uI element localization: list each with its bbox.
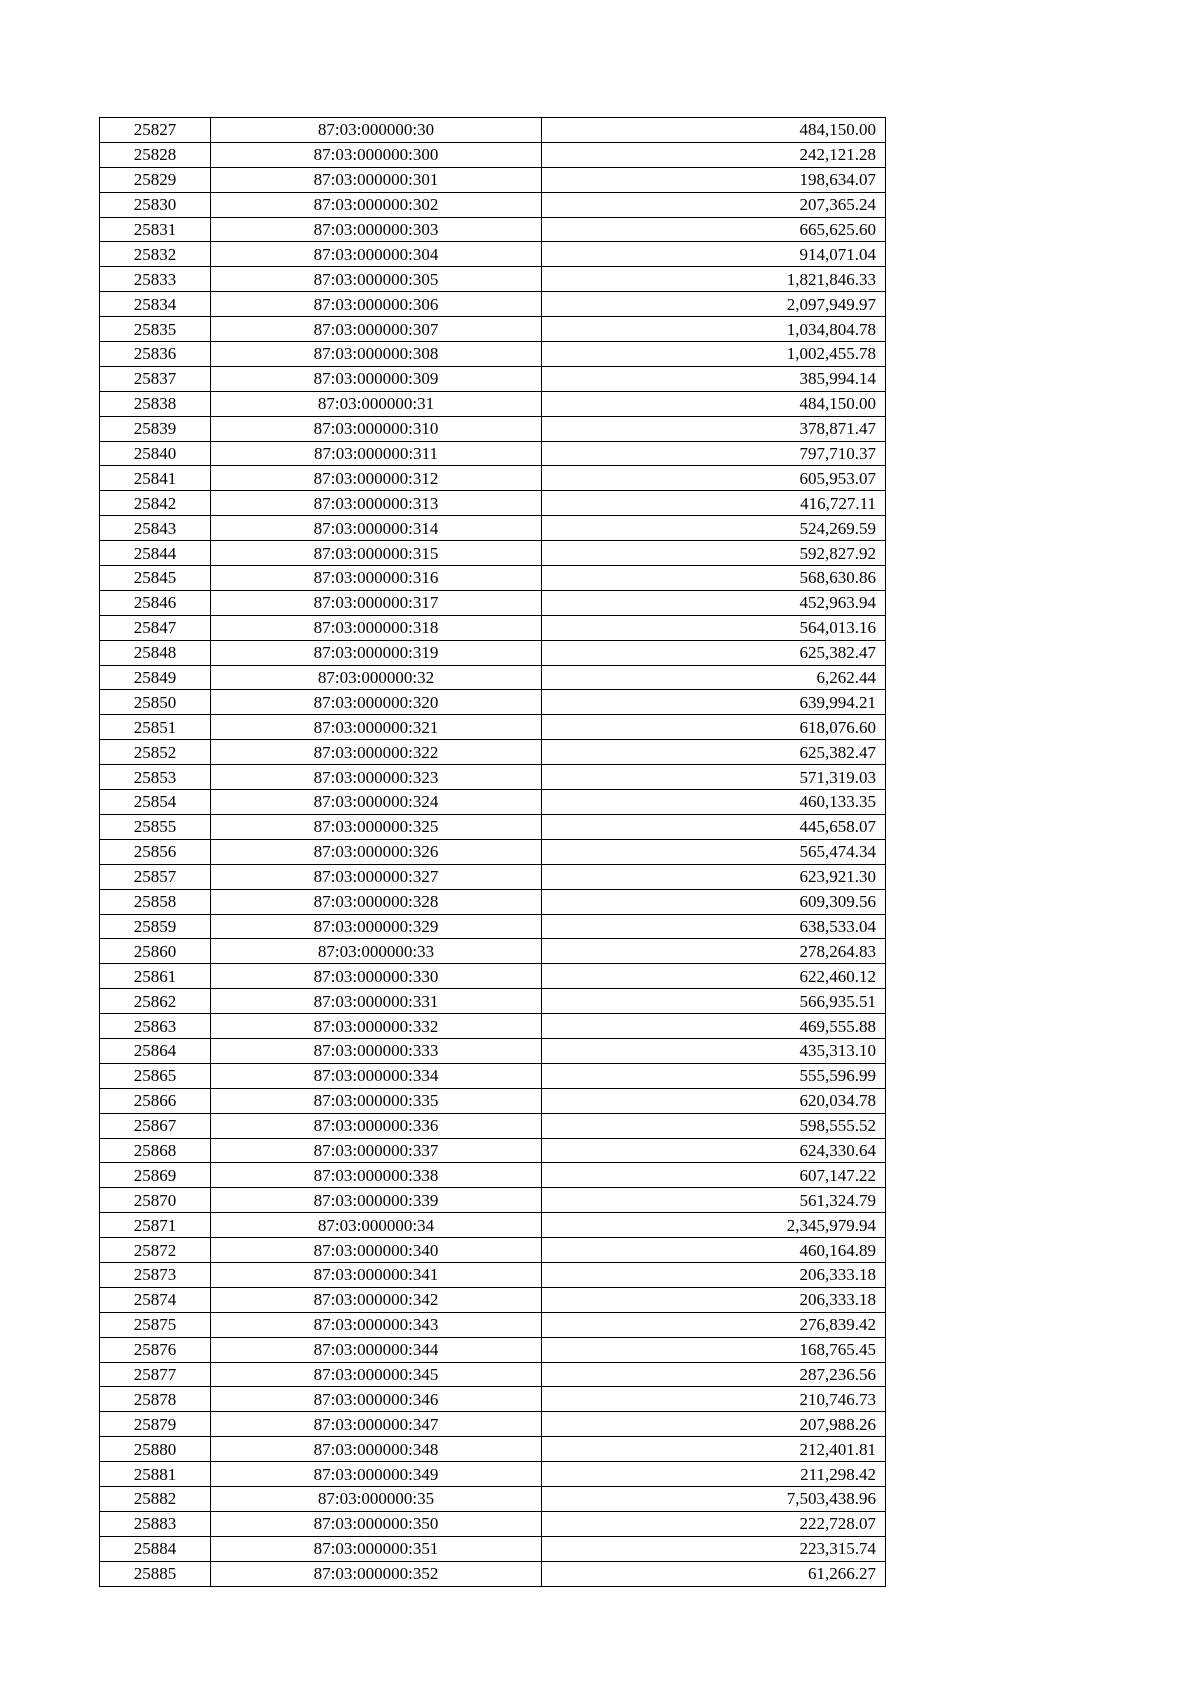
table-row	[100, 1462, 886, 1487]
cadastral-number-cell: 87:03:000000:31	[211, 391, 542, 416]
row-number-cell: 25882	[100, 1486, 211, 1511]
cadastral-number-cell: 87:03:000000:329	[211, 914, 542, 939]
value-cell: 524,269.59	[542, 516, 886, 541]
cadastral-number-cell: 87:03:000000:344	[211, 1337, 542, 1362]
row-number-cell: 25845	[100, 566, 211, 591]
cadastral-number-cell: 87:03:000000:333	[211, 1038, 542, 1063]
value-cell: 223,315.74	[542, 1536, 886, 1561]
row-number-cell: 25867	[100, 1113, 211, 1138]
value-cell: 207,365.24	[542, 192, 886, 217]
cadastral-number-cell: 87:03:000000:347	[211, 1412, 542, 1437]
value-cell: 452,963.94	[542, 590, 886, 615]
value-cell: 592,827.92	[542, 541, 886, 566]
cadastral-number-cell: 87:03:000000:324	[211, 790, 542, 815]
cadastral-number-cell: 87:03:000000:33	[211, 939, 542, 964]
data-table	[99, 117, 886, 1587]
table-row	[100, 1536, 886, 1561]
row-number-cell: 25848	[100, 640, 211, 665]
value-cell: 638,533.04	[542, 914, 886, 939]
row-number-cell: 25827	[100, 118, 211, 143]
value-cell: 665,625.60	[542, 217, 886, 242]
cadastral-number-cell: 87:03:000000:307	[211, 317, 542, 342]
value-cell: 618,076.60	[542, 715, 886, 740]
value-cell: 555,596.99	[542, 1063, 886, 1088]
value-cell: 622,460.12	[542, 964, 886, 989]
table-row	[100, 1188, 886, 1213]
table-row	[100, 1561, 886, 1586]
table-body	[100, 118, 886, 1587]
value-cell: 222,728.07	[542, 1511, 886, 1536]
table-row	[100, 142, 886, 167]
cadastral-number-cell: 87:03:000000:313	[211, 491, 542, 516]
value-cell: 212,401.81	[542, 1437, 886, 1462]
table-row	[100, 441, 886, 466]
cadastral-number-cell: 87:03:000000:330	[211, 964, 542, 989]
row-number-cell: 25868	[100, 1138, 211, 1163]
value-cell: 435,313.10	[542, 1038, 886, 1063]
row-number-cell: 25865	[100, 1063, 211, 1088]
value-cell: 378,871.47	[542, 416, 886, 441]
cadastral-number-cell: 87:03:000000:340	[211, 1238, 542, 1263]
row-number-cell: 25861	[100, 964, 211, 989]
table-row	[100, 715, 886, 740]
cadastral-number-cell: 87:03:000000:305	[211, 267, 542, 292]
row-number-cell: 25839	[100, 416, 211, 441]
value-cell: 206,333.18	[542, 1262, 886, 1287]
value-cell: 568,630.86	[542, 566, 886, 591]
row-number-cell: 25870	[100, 1188, 211, 1213]
row-number-cell: 25873	[100, 1262, 211, 1287]
row-number-cell: 25833	[100, 267, 211, 292]
cadastral-number-cell: 87:03:000000:34	[211, 1213, 542, 1238]
value-cell: 61,266.27	[542, 1561, 886, 1586]
table-row	[100, 615, 886, 640]
cadastral-number-cell: 87:03:000000:351	[211, 1536, 542, 1561]
row-number-cell: 25841	[100, 466, 211, 491]
value-cell: 797,710.37	[542, 441, 886, 466]
table-row	[100, 665, 886, 690]
value-cell: 565,474.34	[542, 839, 886, 864]
value-cell: 1,034,804.78	[542, 317, 886, 342]
table-row	[100, 1113, 886, 1138]
value-cell: 207,988.26	[542, 1412, 886, 1437]
row-number-cell: 25829	[100, 167, 211, 192]
value-cell: 287,236.56	[542, 1362, 886, 1387]
row-number-cell: 25875	[100, 1312, 211, 1337]
cadastral-number-cell: 87:03:000000:336	[211, 1113, 542, 1138]
value-cell: 625,382.47	[542, 640, 886, 665]
cadastral-number-cell: 87:03:000000:335	[211, 1088, 542, 1113]
row-number-cell: 25862	[100, 989, 211, 1014]
cadastral-number-cell: 87:03:000000:304	[211, 242, 542, 267]
row-number-cell: 25842	[100, 491, 211, 516]
cadastral-number-cell: 87:03:000000:328	[211, 889, 542, 914]
value-cell: 607,147.22	[542, 1163, 886, 1188]
row-number-cell: 25828	[100, 142, 211, 167]
value-cell: 609,309.56	[542, 889, 886, 914]
cadastral-number-cell: 87:03:000000:339	[211, 1188, 542, 1213]
value-cell: 1,002,455.78	[542, 342, 886, 367]
table-row	[100, 167, 886, 192]
value-cell: 7,503,438.96	[542, 1486, 886, 1511]
row-number-cell: 25872	[100, 1238, 211, 1263]
table-row	[100, 391, 886, 416]
value-cell: 620,034.78	[542, 1088, 886, 1113]
cadastral-number-cell: 87:03:000000:311	[211, 441, 542, 466]
table-row	[100, 1088, 886, 1113]
table-row	[100, 118, 886, 143]
row-number-cell: 25863	[100, 1014, 211, 1039]
cadastral-number-cell: 87:03:000000:308	[211, 342, 542, 367]
row-number-cell: 25840	[100, 441, 211, 466]
table-row	[100, 1412, 886, 1437]
table-row	[100, 864, 886, 889]
row-number-cell: 25883	[100, 1511, 211, 1536]
table-row	[100, 317, 886, 342]
cadastral-number-cell: 87:03:000000:325	[211, 814, 542, 839]
row-number-cell: 25852	[100, 740, 211, 765]
cadastral-number-cell: 87:03:000000:345	[211, 1362, 542, 1387]
table-row	[100, 192, 886, 217]
value-cell: 206,333.18	[542, 1287, 886, 1312]
value-cell: 623,921.30	[542, 864, 886, 889]
table-row	[100, 541, 886, 566]
table-row	[100, 292, 886, 317]
cadastral-number-cell: 87:03:000000:341	[211, 1262, 542, 1287]
value-cell: 625,382.47	[542, 740, 886, 765]
table-row	[100, 839, 886, 864]
cadastral-number-cell: 87:03:000000:314	[211, 516, 542, 541]
table-row	[100, 466, 886, 491]
row-number-cell: 25855	[100, 814, 211, 839]
table-row	[100, 914, 886, 939]
cadastral-number-cell: 87:03:000000:303	[211, 217, 542, 242]
table-row	[100, 1238, 886, 1263]
table-row	[100, 566, 886, 591]
row-number-cell: 25836	[100, 342, 211, 367]
cadastral-number-cell: 87:03:000000:331	[211, 989, 542, 1014]
row-number-cell: 25876	[100, 1337, 211, 1362]
row-number-cell: 25832	[100, 242, 211, 267]
value-cell: 598,555.52	[542, 1113, 886, 1138]
row-number-cell: 25835	[100, 317, 211, 342]
value-cell: 416,727.11	[542, 491, 886, 516]
cadastral-number-cell: 87:03:000000:350	[211, 1511, 542, 1536]
value-cell: 639,994.21	[542, 690, 886, 715]
table-row	[100, 939, 886, 964]
cadastral-number-cell: 87:03:000000:316	[211, 566, 542, 591]
row-number-cell: 25879	[100, 1412, 211, 1437]
value-cell: 6,262.44	[542, 665, 886, 690]
value-cell: 211,298.42	[542, 1462, 886, 1487]
table-row	[100, 1163, 886, 1188]
row-number-cell: 25854	[100, 790, 211, 815]
table-row	[100, 690, 886, 715]
value-cell: 198,634.07	[542, 167, 886, 192]
row-number-cell: 25843	[100, 516, 211, 541]
cadastral-number-cell: 87:03:000000:352	[211, 1561, 542, 1586]
table-row	[100, 1362, 886, 1387]
row-number-cell: 25856	[100, 839, 211, 864]
cadastral-number-cell: 87:03:000000:310	[211, 416, 542, 441]
cadastral-number-cell: 87:03:000000:32	[211, 665, 542, 690]
value-cell: 445,658.07	[542, 814, 886, 839]
value-cell: 168,765.45	[542, 1337, 886, 1362]
cadastral-number-cell: 87:03:000000:332	[211, 1014, 542, 1039]
cadastral-number-cell: 87:03:000000:300	[211, 142, 542, 167]
row-number-cell: 25860	[100, 939, 211, 964]
row-number-cell: 25830	[100, 192, 211, 217]
table-row	[100, 516, 886, 541]
cadastral-number-cell: 87:03:000000:312	[211, 466, 542, 491]
row-number-cell: 25864	[100, 1038, 211, 1063]
row-number-cell: 25859	[100, 914, 211, 939]
row-number-cell: 25885	[100, 1561, 211, 1586]
table-row	[100, 242, 886, 267]
table-row	[100, 1063, 886, 1088]
value-cell: 566,935.51	[542, 989, 886, 1014]
row-number-cell: 25838	[100, 391, 211, 416]
cadastral-number-cell: 87:03:000000:317	[211, 590, 542, 615]
value-cell: 914,071.04	[542, 242, 886, 267]
table-row	[100, 491, 886, 516]
row-number-cell: 25831	[100, 217, 211, 242]
table-row	[100, 590, 886, 615]
table-row	[100, 790, 886, 815]
row-number-cell: 25858	[100, 889, 211, 914]
cadastral-number-cell: 87:03:000000:35	[211, 1486, 542, 1511]
value-cell: 1,821,846.33	[542, 267, 886, 292]
table-row	[100, 1312, 886, 1337]
table-row	[100, 1138, 886, 1163]
row-number-cell: 25880	[100, 1437, 211, 1462]
cadastral-number-cell: 87:03:000000:306	[211, 292, 542, 317]
cadastral-number-cell: 87:03:000000:348	[211, 1437, 542, 1462]
cadastral-number-cell: 87:03:000000:342	[211, 1287, 542, 1312]
row-number-cell: 25857	[100, 864, 211, 889]
cadastral-number-cell: 87:03:000000:321	[211, 715, 542, 740]
value-cell: 2,097,949.97	[542, 292, 886, 317]
value-cell: 605,953.07	[542, 466, 886, 491]
row-number-cell: 25884	[100, 1536, 211, 1561]
value-cell: 2,345,979.94	[542, 1213, 886, 1238]
table-row	[100, 366, 886, 391]
table-row	[100, 217, 886, 242]
cadastral-number-cell: 87:03:000000:349	[211, 1462, 542, 1487]
table-row	[100, 989, 886, 1014]
row-number-cell: 25871	[100, 1213, 211, 1238]
row-number-cell: 25874	[100, 1287, 211, 1312]
value-cell: 484,150.00	[542, 391, 886, 416]
row-number-cell: 25849	[100, 665, 211, 690]
value-cell: 624,330.64	[542, 1138, 886, 1163]
cadastral-number-cell: 87:03:000000:327	[211, 864, 542, 889]
table-row	[100, 1262, 886, 1287]
cadastral-number-cell: 87:03:000000:346	[211, 1387, 542, 1412]
cadastral-number-cell: 87:03:000000:322	[211, 740, 542, 765]
cadastral-number-cell: 87:03:000000:309	[211, 366, 542, 391]
table-row	[100, 889, 886, 914]
table-row	[100, 1014, 886, 1039]
row-number-cell: 25866	[100, 1088, 211, 1113]
row-number-cell: 25869	[100, 1163, 211, 1188]
value-cell: 564,013.16	[542, 615, 886, 640]
row-number-cell: 25850	[100, 690, 211, 715]
row-number-cell: 25834	[100, 292, 211, 317]
table-row	[100, 1437, 886, 1462]
cadastral-number-cell: 87:03:000000:30	[211, 118, 542, 143]
value-cell: 460,164.89	[542, 1238, 886, 1263]
cadastral-number-cell: 87:03:000000:301	[211, 167, 542, 192]
value-cell: 276,839.42	[542, 1312, 886, 1337]
cadastral-number-cell: 87:03:000000:319	[211, 640, 542, 665]
table-row	[100, 1486, 886, 1511]
table-row	[100, 1387, 886, 1412]
cadastral-number-cell: 87:03:000000:318	[211, 615, 542, 640]
cadastral-number-cell: 87:03:000000:323	[211, 765, 542, 790]
cadastral-number-cell: 87:03:000000:334	[211, 1063, 542, 1088]
table-row	[100, 267, 886, 292]
table-row	[100, 342, 886, 367]
table-row	[100, 964, 886, 989]
value-cell: 210,746.73	[542, 1387, 886, 1412]
cadastral-number-cell: 87:03:000000:315	[211, 541, 542, 566]
cadastral-number-cell: 87:03:000000:320	[211, 690, 542, 715]
table-row	[100, 1511, 886, 1536]
row-number-cell: 25851	[100, 715, 211, 740]
table-row	[100, 1337, 886, 1362]
value-cell: 469,555.88	[542, 1014, 886, 1039]
row-number-cell: 25877	[100, 1362, 211, 1387]
value-cell: 561,324.79	[542, 1188, 886, 1213]
value-cell: 460,133.35	[542, 790, 886, 815]
table-row	[100, 814, 886, 839]
row-number-cell: 25847	[100, 615, 211, 640]
table-row	[100, 765, 886, 790]
table-row	[100, 640, 886, 665]
table-row	[100, 1287, 886, 1312]
cadastral-number-cell: 87:03:000000:337	[211, 1138, 542, 1163]
table-row	[100, 1213, 886, 1238]
value-cell: 278,264.83	[542, 939, 886, 964]
table-row	[100, 740, 886, 765]
value-cell: 242,121.28	[542, 142, 886, 167]
row-number-cell: 25853	[100, 765, 211, 790]
value-cell: 385,994.14	[542, 366, 886, 391]
value-cell: 484,150.00	[542, 118, 886, 143]
row-number-cell: 25846	[100, 590, 211, 615]
table-row	[100, 416, 886, 441]
cadastral-number-cell: 87:03:000000:338	[211, 1163, 542, 1188]
cadastral-number-cell: 87:03:000000:326	[211, 839, 542, 864]
table-row	[100, 1038, 886, 1063]
row-number-cell: 25837	[100, 366, 211, 391]
row-number-cell: 25844	[100, 541, 211, 566]
value-cell: 571,319.03	[542, 765, 886, 790]
cadastral-number-cell: 87:03:000000:302	[211, 192, 542, 217]
row-number-cell: 25881	[100, 1462, 211, 1487]
row-number-cell: 25878	[100, 1387, 211, 1412]
cadastral-number-cell: 87:03:000000:343	[211, 1312, 542, 1337]
